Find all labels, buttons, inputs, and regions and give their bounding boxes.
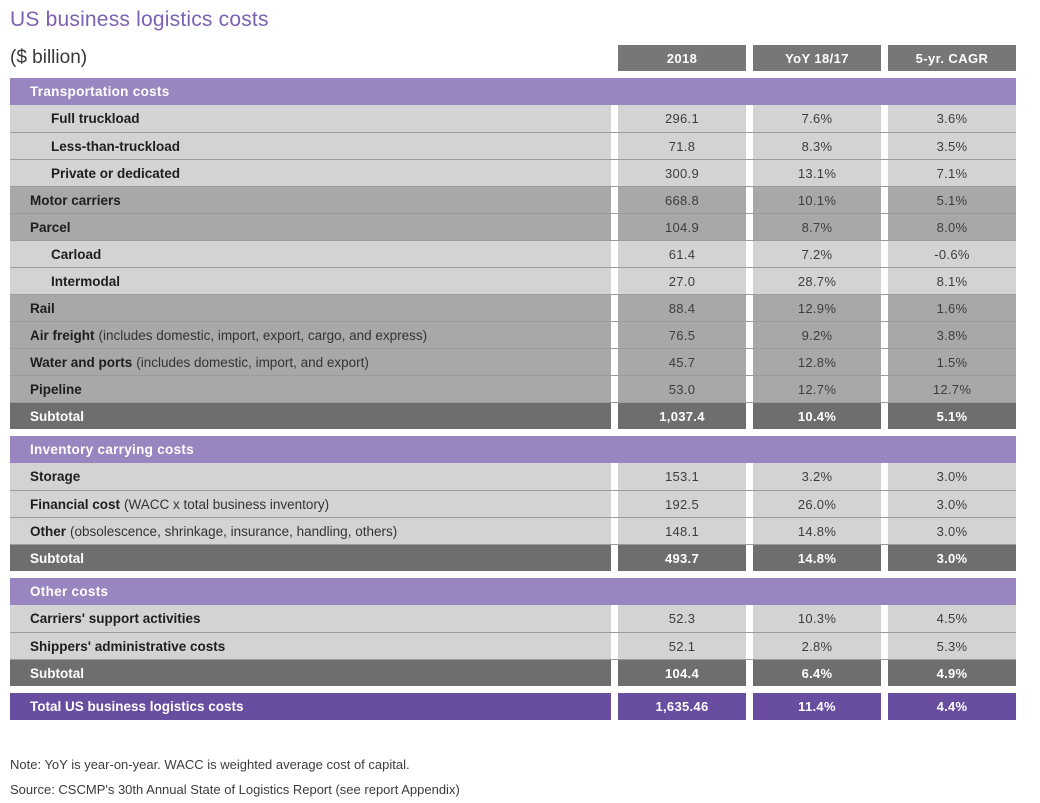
row-label-cell bbox=[10, 545, 611, 571]
value-2018: 52.3 bbox=[618, 605, 746, 632]
value-yoy: 3.2% bbox=[753, 463, 881, 490]
row-label-cell bbox=[10, 160, 611, 186]
value-2018: 53.0 bbox=[618, 376, 746, 402]
table-row bbox=[10, 375, 1016, 402]
row-label-cell bbox=[10, 403, 611, 429]
value-cagr: 1.6% bbox=[888, 295, 1016, 321]
value-cagr: 4.9% bbox=[888, 660, 1016, 686]
value-cagr: -0.6% bbox=[888, 241, 1016, 267]
table-row bbox=[10, 463, 1016, 490]
value-2018: 192.5 bbox=[618, 491, 746, 517]
source-line: Source: CSCMP's 30th Annual State of Logistics Report (see report Appendix) bbox=[10, 782, 460, 797]
row-label: Total US business logistics costs bbox=[30, 699, 244, 714]
value-yoy: 2.8% bbox=[753, 633, 881, 659]
value-2018: 300.9 bbox=[618, 160, 746, 186]
table-row bbox=[10, 267, 1016, 294]
value-cagr: 12.7% bbox=[888, 376, 1016, 402]
value-yoy: 8.3% bbox=[753, 133, 881, 159]
table-header-row bbox=[10, 45, 1016, 71]
value-yoy: 11.4% bbox=[753, 693, 881, 720]
value-yoy: 26.0% bbox=[753, 491, 881, 517]
value-yoy: 14.8% bbox=[753, 518, 881, 544]
value-2018: 1,037.4 bbox=[618, 403, 746, 429]
value-yoy: 12.9% bbox=[753, 295, 881, 321]
value-cagr: 5.1% bbox=[888, 403, 1016, 429]
value-cagr: 1.5% bbox=[888, 349, 1016, 375]
value-yoy: 8.7% bbox=[753, 214, 881, 240]
value-2018: 61.4 bbox=[618, 241, 746, 267]
value-2018: 45.7 bbox=[618, 349, 746, 375]
value-yoy: 6.4% bbox=[753, 660, 881, 686]
table-row bbox=[10, 105, 1016, 132]
value-yoy: 7.6% bbox=[753, 105, 881, 132]
row-label-note: (obsolescence, shrinkage, insurance, handling, others) bbox=[70, 523, 398, 539]
table-row bbox=[10, 544, 1016, 571]
value-2018: 104.4 bbox=[618, 660, 746, 686]
value-2018: 668.8 bbox=[618, 187, 746, 213]
row-label: Carload bbox=[51, 246, 102, 262]
row-label: Full truckload bbox=[51, 111, 140, 126]
row-label-cell bbox=[10, 295, 611, 321]
value-cagr: 8.0% bbox=[888, 214, 1016, 240]
table-row bbox=[10, 348, 1016, 375]
column-header-2018: 2018 bbox=[618, 45, 746, 71]
row-label: Shippers' administrative costs bbox=[30, 638, 226, 654]
value-2018: 1,635.46 bbox=[618, 693, 746, 720]
value-2018: 104.9 bbox=[618, 214, 746, 240]
table-row bbox=[10, 632, 1016, 659]
row-label: Financial cost bbox=[30, 496, 121, 512]
value-cagr: 3.0% bbox=[888, 518, 1016, 544]
table-row bbox=[10, 132, 1016, 159]
row-label: Subtotal bbox=[30, 550, 84, 566]
table-row bbox=[10, 517, 1016, 544]
row-label-cell bbox=[10, 349, 611, 375]
value-yoy: 14.8% bbox=[753, 545, 881, 571]
value-cagr: 3.5% bbox=[888, 133, 1016, 159]
table-row bbox=[10, 186, 1016, 213]
note-line: Note: YoY is year-on-year. WACC is weighted average cost of capital. bbox=[10, 757, 410, 772]
row-label: Pipeline bbox=[30, 381, 82, 397]
logistics-cost-table bbox=[10, 78, 1016, 720]
column-headers bbox=[618, 45, 1016, 71]
table-row bbox=[10, 159, 1016, 186]
column-header-cagr: 5-yr. CAGR bbox=[888, 45, 1016, 71]
table-section bbox=[10, 436, 1016, 571]
value-yoy: 10.3% bbox=[753, 605, 881, 632]
table-row bbox=[10, 490, 1016, 517]
table-row bbox=[10, 294, 1016, 321]
table-row bbox=[10, 240, 1016, 267]
row-label: Other bbox=[30, 523, 67, 539]
row-label: Subtotal bbox=[30, 408, 84, 424]
section-header: Transportation costs bbox=[10, 78, 1016, 105]
row-label-cell bbox=[10, 133, 611, 159]
value-yoy: 28.7% bbox=[753, 268, 881, 294]
row-label-cell bbox=[10, 187, 611, 213]
table-row bbox=[10, 402, 1016, 429]
row-label-cell bbox=[10, 660, 611, 686]
value-cagr: 7.1% bbox=[888, 160, 1016, 186]
value-cagr: 3.8% bbox=[888, 322, 1016, 348]
value-cagr: 4.4% bbox=[888, 693, 1016, 720]
total-section bbox=[10, 693, 1016, 720]
value-cagr: 4.5% bbox=[888, 605, 1016, 632]
value-2018: 88.4 bbox=[618, 295, 746, 321]
column-header-yoy: YoY 18/17 bbox=[753, 45, 881, 71]
table-row bbox=[10, 659, 1016, 686]
value-yoy: 12.7% bbox=[753, 376, 881, 402]
row-label: Private or dedicated bbox=[51, 165, 181, 181]
value-yoy: 9.2% bbox=[753, 322, 881, 348]
table-row bbox=[10, 693, 1016, 720]
value-yoy: 10.1% bbox=[753, 187, 881, 213]
row-label-cell bbox=[10, 633, 611, 659]
row-label-cell bbox=[10, 693, 611, 720]
value-2018: 76.5 bbox=[618, 322, 746, 348]
page-subtitle: ($ billion) bbox=[10, 47, 88, 68]
value-2018: 27.0 bbox=[618, 268, 746, 294]
row-label: Motor carriers bbox=[30, 192, 121, 208]
table-row bbox=[10, 605, 1016, 632]
row-label-cell bbox=[10, 241, 611, 267]
row-label-cell bbox=[10, 376, 611, 402]
section-header: Inventory carrying costs bbox=[10, 436, 1016, 463]
value-cagr: 5.3% bbox=[888, 633, 1016, 659]
value-2018: 493.7 bbox=[618, 545, 746, 571]
value-2018: 153.1 bbox=[618, 463, 746, 490]
section-header: Other costs bbox=[10, 578, 1016, 605]
row-label: Air freight bbox=[30, 327, 95, 343]
value-cagr: 3.6% bbox=[888, 105, 1016, 132]
row-label-note: (includes domestic, import, export, cargo, and express) bbox=[98, 327, 428, 343]
row-label-note: (WACC x total business inventory) bbox=[124, 496, 330, 512]
row-label-cell bbox=[10, 214, 611, 240]
value-2018: 52.1 bbox=[618, 633, 746, 659]
row-label-cell bbox=[10, 105, 611, 132]
value-2018: 71.8 bbox=[618, 133, 746, 159]
row-label-cell bbox=[10, 268, 611, 294]
row-label: Water and ports bbox=[30, 354, 133, 370]
row-label: Parcel bbox=[30, 219, 71, 235]
row-label: Less-than-truckload bbox=[51, 138, 181, 154]
row-label: Rail bbox=[30, 300, 55, 316]
value-yoy: 10.4% bbox=[753, 403, 881, 429]
value-2018: 148.1 bbox=[618, 518, 746, 544]
page-title: US business logistics costs bbox=[10, 8, 269, 31]
value-yoy: 13.1% bbox=[753, 160, 881, 186]
table-row bbox=[10, 321, 1016, 348]
value-yoy: 12.8% bbox=[753, 349, 881, 375]
row-label-note: (includes domestic, import, and export) bbox=[136, 354, 369, 370]
row-label: Carriers' support activities bbox=[30, 611, 201, 626]
row-label-cell bbox=[10, 518, 611, 544]
value-cagr: 5.1% bbox=[888, 187, 1016, 213]
row-label: Storage bbox=[30, 469, 81, 484]
value-2018: 296.1 bbox=[618, 105, 746, 132]
footnotes bbox=[10, 752, 1016, 802]
value-cagr: 3.0% bbox=[888, 463, 1016, 490]
table-row bbox=[10, 213, 1016, 240]
row-label-cell bbox=[10, 322, 611, 348]
value-cagr: 3.0% bbox=[888, 491, 1016, 517]
table-section bbox=[10, 578, 1016, 686]
value-cagr: 8.1% bbox=[888, 268, 1016, 294]
row-label-cell bbox=[10, 491, 611, 517]
row-label-cell bbox=[10, 463, 611, 490]
value-cagr: 3.0% bbox=[888, 545, 1016, 571]
row-label-cell bbox=[10, 605, 611, 632]
value-yoy: 7.2% bbox=[753, 241, 881, 267]
table-section bbox=[10, 78, 1016, 429]
row-label: Subtotal bbox=[30, 665, 84, 681]
row-label: Intermodal bbox=[51, 273, 121, 289]
